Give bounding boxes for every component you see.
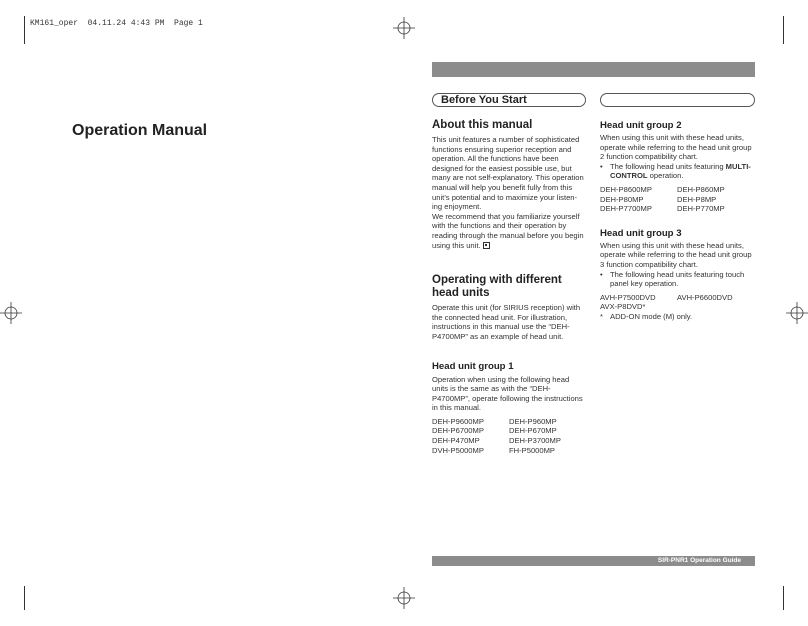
operating-section — [432, 274, 592, 341]
bullet-mark: • — [600, 269, 603, 279]
crop-mark — [783, 586, 784, 610]
text-line: When using this unit with these head units, — [600, 240, 744, 250]
text-line: P4700MP” as an example of head unit. — [432, 331, 564, 341]
model-name: DVH-P5000MP — [432, 445, 484, 455]
crop-mark — [24, 16, 25, 44]
footnote-text: ADD-ON mode (M) only. — [610, 311, 693, 321]
print-slug: KM161_oper 04.11.24 4:43 PM Page 1 — [30, 19, 203, 28]
model-name: DEH-P670MP — [509, 426, 557, 436]
model-name: AVH-P6600DVD — [677, 292, 733, 302]
registration-mark-icon — [393, 587, 415, 609]
text-line: operate while referring to the head unit group — [600, 142, 752, 152]
end-mark-icon — [483, 242, 490, 249]
bullet-mark: • — [600, 161, 603, 171]
heading-group1: Head unit group 1 — [432, 360, 514, 372]
text-line: ing enjoyment. — [432, 202, 482, 212]
model-list — [600, 185, 760, 214]
text-line: units is the same as with the “DEH- — [432, 384, 551, 394]
heading-about-manual: About this manual — [432, 119, 533, 131]
model-name: AVX-P8DVD* — [600, 302, 646, 312]
footnote-mark: * — [600, 311, 603, 321]
text-line: The following head units featuring touch — [610, 269, 745, 279]
heading-group3: Head unit group 3 — [600, 227, 682, 239]
text-line: This unit features a number of sophisticated — [432, 135, 580, 144]
text-line — [432, 241, 592, 251]
page-title: Operation Manual — [72, 122, 208, 139]
text-line: with the functions and their operation by — [432, 221, 567, 231]
text-span: using this unit. — [432, 240, 481, 250]
model-name: DEH-P9600MP — [432, 416, 484, 426]
model-name: DEH-P770MP — [677, 204, 725, 214]
text-line: We recommend that you familiarize yourself — [432, 211, 580, 221]
model-name: DEH-P960MP — [509, 416, 557, 426]
text-line: unit’s potential and to maximize your listen- — [432, 192, 578, 202]
footer-bar — [432, 556, 755, 566]
model-name: DEH-P6700MP — [432, 426, 484, 436]
crop-mark — [24, 586, 25, 610]
heading-operating-line1: Operating with different — [432, 274, 562, 287]
heading-operating-line2: head units — [432, 287, 490, 300]
model-list — [432, 417, 592, 455]
text-line: 2 function compatibility chart. — [600, 152, 698, 162]
text-line: operate while referring to the head unit group — [600, 250, 752, 260]
section-tab-label: Before You Start — [441, 94, 527, 106]
text-span: operation. — [647, 171, 684, 181]
text-line: 3 function compatibility chart. — [600, 259, 698, 269]
bullet-item — [600, 270, 760, 289]
model-name: DEH-P80MP — [600, 194, 644, 204]
model-name: DEH-P470MP — [432, 436, 480, 446]
text-line: P4700MP”, operate following the instructions — [432, 393, 583, 403]
model-name: DEH-P8MP — [677, 194, 717, 204]
group1-section — [432, 361, 592, 456]
footnote — [600, 312, 760, 322]
model-list — [600, 293, 760, 303]
text-line: many are not self-explanatory. This operation — [432, 173, 584, 183]
text-line: operation. All the functions have been — [432, 154, 559, 164]
text-line: Operation when using the following head — [432, 374, 570, 384]
text-line: instructions in this manual use the “DEH- — [432, 322, 570, 332]
text-line: When using this unit with these head units, — [600, 133, 744, 142]
model-name: FH-P5000MP — [509, 445, 556, 455]
section-tab-before-you-start — [432, 93, 586, 107]
left-column — [432, 119, 592, 455]
text-span: The following head units featuring — [610, 161, 726, 171]
text-line: in this manual. — [432, 403, 481, 413]
crop-mark — [783, 16, 784, 44]
right-column — [600, 120, 760, 322]
text-line: panel key operation. — [610, 279, 679, 289]
header-bar — [432, 62, 755, 77]
text-line: reading through the manual before you begin — [432, 230, 584, 240]
registration-mark-icon — [0, 302, 22, 324]
text-line: the connected head unit. For illustration, — [432, 312, 568, 322]
about-paragraph — [432, 135, 592, 250]
text-line — [610, 162, 751, 172]
footer-label: SIR-PNR1 Operation Guide — [657, 557, 741, 564]
group3-section — [600, 228, 760, 322]
model-name: DEH-P7700MP — [600, 204, 652, 214]
model-name: DEH-P3700MP — [509, 436, 561, 446]
model-name: DEH-P8600MP — [600, 184, 652, 194]
registration-mark-icon — [786, 302, 808, 324]
bullet-item — [600, 162, 760, 181]
text-line — [610, 171, 751, 181]
text-line: designed for the easiest possible use, but — [432, 163, 572, 173]
heading-group2: Head unit group 2 — [600, 120, 682, 131]
model-name: DEH-P860MP — [677, 184, 725, 194]
text-line: functions ensuring superior reception and — [432, 144, 572, 154]
section-tab-empty — [600, 93, 755, 107]
model-name: AVH-P7500DVD — [600, 292, 656, 302]
registration-mark-icon — [393, 17, 415, 39]
text-span-bold: MULTI- — [725, 161, 751, 171]
text-span-bold: CONTROL — [610, 171, 648, 181]
text-line: Operate this unit (for SIRIUS reception) with — [432, 303, 581, 313]
text-line: manual will help you benefit fully from this — [432, 182, 573, 192]
